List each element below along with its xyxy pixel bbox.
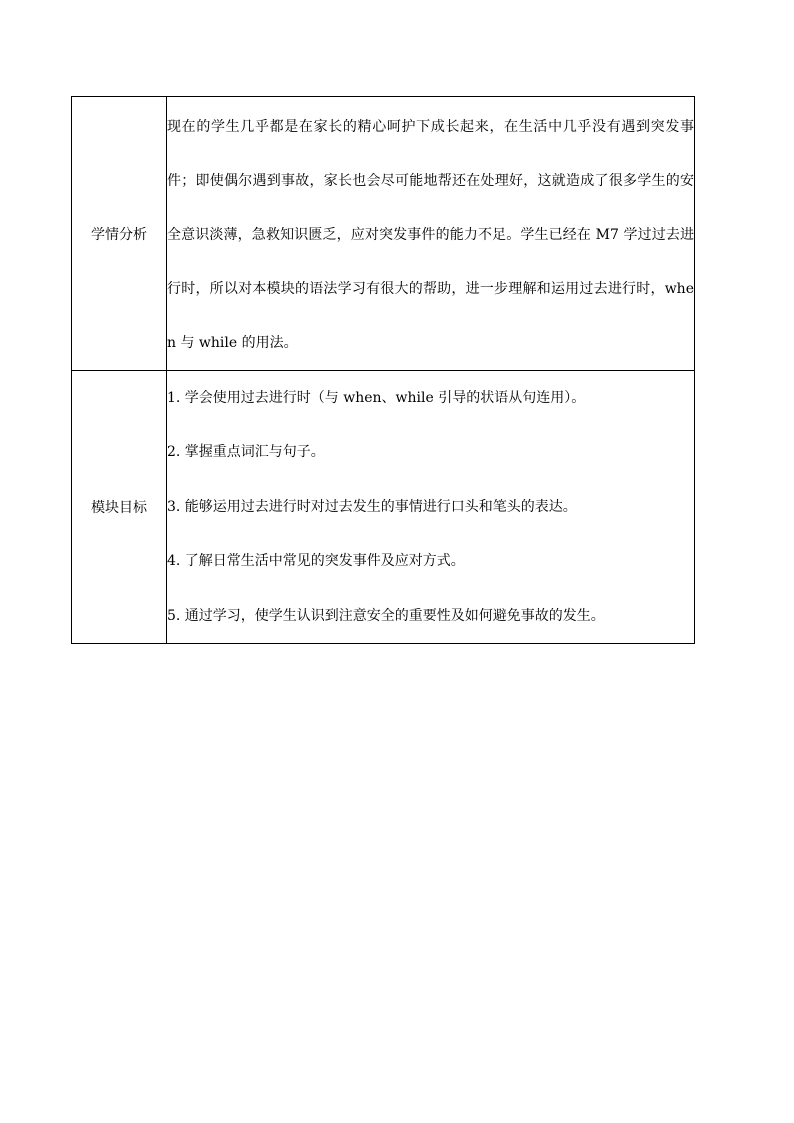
module-goals-row <box>72 371 695 644</box>
module-goals-cell <box>167 371 695 644</box>
goal-item-4: 4. 了解日常生活中常见的突发事件及应对方式。 <box>167 553 465 570</box>
student-analysis-text: 现在的学生几乎都是在家长的精心呵护下成长起来，在生活中几乎没有遇到突发事件；即使偶尔遇到事故，家长也会尽可能地帮还在处理好，这就造成了很多学生的安全意识淡薄，急救知识匮乏，应对突发事件的能力不足。学生已经在 M7 学过过去进行时，所以对本模块的语法学习有很大的帮助，进一步理解和运用过去进行时，when 与 while 的用法。 <box>167 118 694 351</box>
student-analysis-row <box>72 97 695 371</box>
student-analysis-label: 学情分析 <box>72 97 167 371</box>
goal-item-1: 1. 学会使用过去进行时（与 when、while 引导的状语从句连用）。 <box>167 390 586 407</box>
module-goals-label: 模块目标 <box>72 371 167 644</box>
goal-item-3: 3. 能够运用过去进行时对过去发生的事情进行口头和笔头的表达。 <box>167 498 577 515</box>
goal-item-5: 5. 通过学习，使学生认识到注意安全的重要性及如何避免事故的发生。 <box>167 607 605 624</box>
goal-item-2: 2. 掌握重点词汇与句子。 <box>167 444 325 461</box>
lesson-plan-table <box>71 96 695 644</box>
student-analysis-cell <box>167 97 695 371</box>
